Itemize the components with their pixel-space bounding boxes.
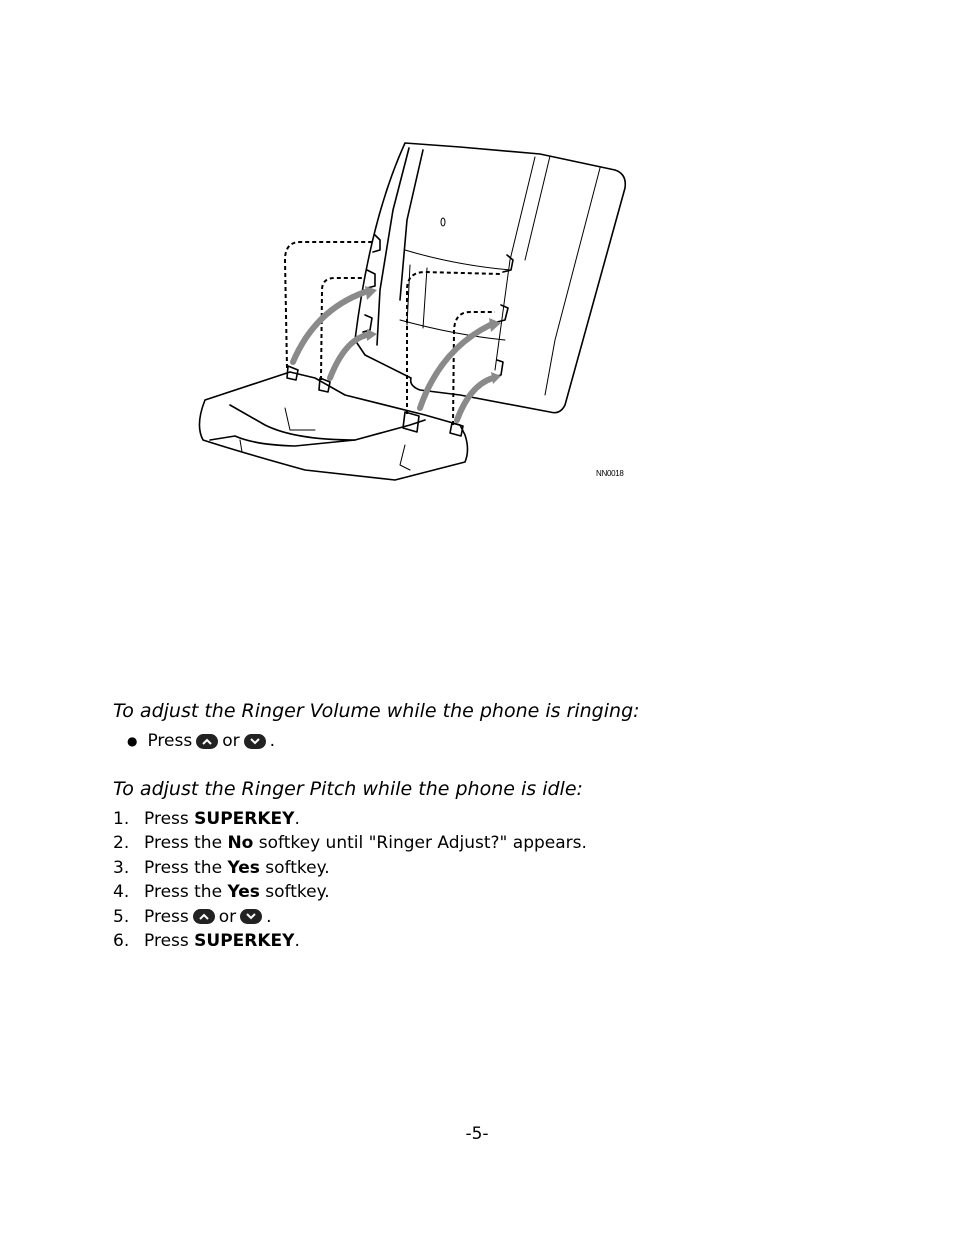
or-text: or: [222, 731, 240, 751]
step-item: 4. Press the Yes softkey.: [113, 882, 330, 903]
step-item: 3. Press the Yes softkey.: [113, 857, 330, 878]
ringer-volume-bullet: [127, 731, 275, 751]
down-arrow-key-icon: [244, 734, 266, 749]
period-text: .: [269, 731, 276, 751]
page-number: -5-: [465, 1124, 489, 1144]
step-item: 6. Press SUPERKEY .: [113, 930, 300, 951]
bullet-icon: ●: [127, 734, 138, 748]
phone-stand-drawing: [195, 140, 635, 485]
ringer-pitch-heading: To adjust the Ringer Pitch while the phone is idle:: [113, 778, 583, 800]
step-item: 1. Press SUPERKEY .: [113, 809, 300, 829]
step-item: 5. Press or .: [113, 906, 272, 927]
figure-code: NN0018: [596, 469, 624, 478]
down-arrow-key-icon: [240, 909, 262, 924]
press-text: Press: [147, 731, 193, 751]
ringer-pitch-steps: [113, 807, 587, 953]
up-arrow-key-icon: [196, 734, 218, 749]
phone-stand-illustration: [195, 140, 635, 485]
step-item: 2. Press the No softkey until "Ringer Adjust?" appears.: [113, 833, 587, 854]
ringer-volume-heading: To adjust the Ringer Volume while the phone is ringing:: [113, 700, 640, 722]
up-arrow-key-icon: [193, 909, 215, 924]
